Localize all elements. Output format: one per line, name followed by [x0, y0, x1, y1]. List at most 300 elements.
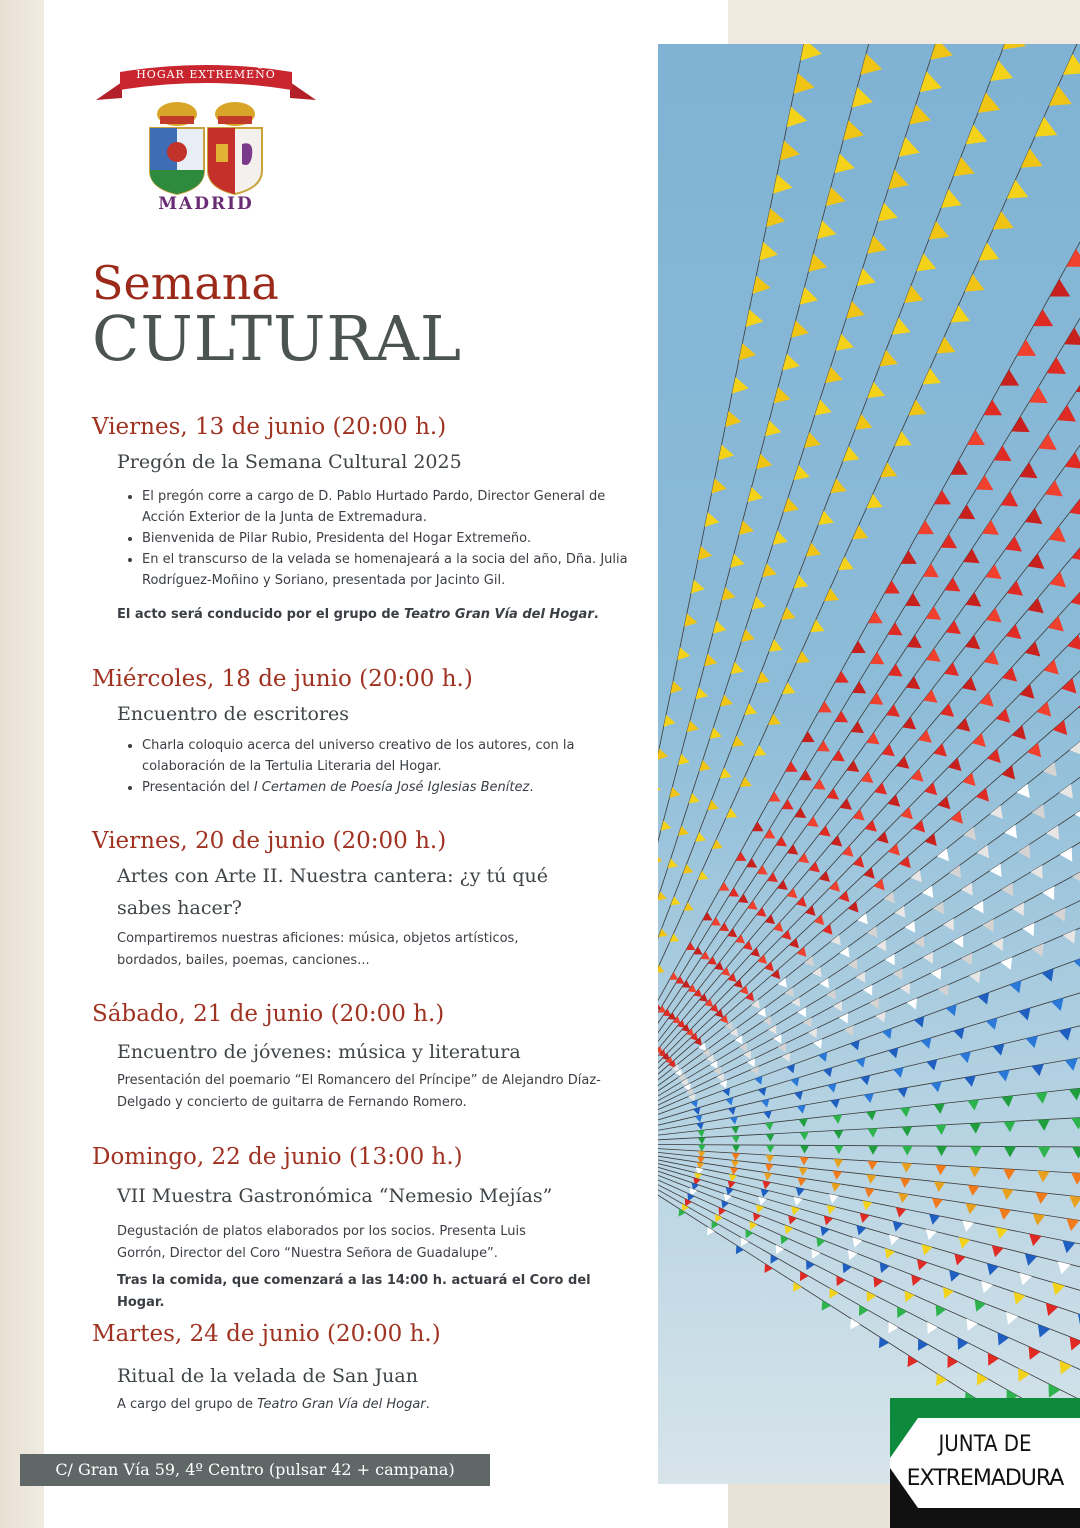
- bunting-flag: [901, 550, 917, 564]
- bunting-flag: [800, 1271, 809, 1281]
- bunting-flag: [833, 1001, 842, 1011]
- list-item: • Presentación del I Certamen de Poesía José Iglesias Benítez.: [142, 777, 642, 798]
- bunting-flag: [1059, 784, 1073, 799]
- bunting-flag: [1059, 1028, 1072, 1041]
- bunting-flag: [1051, 998, 1064, 1011]
- bunting-flag: [877, 832, 889, 844]
- bunting-flag: [856, 1225, 866, 1235]
- bunting-flag: [782, 354, 799, 371]
- bunting-flag: [926, 648, 941, 662]
- bunting-flag: [936, 1146, 947, 1156]
- logo-banner-text: HOGAR EXTREMEÑO: [136, 68, 276, 81]
- bunting-flag: [1038, 434, 1056, 450]
- bunting-flag: [948, 758, 961, 771]
- bunting-flag: [686, 942, 695, 950]
- bunting-flag: [658, 854, 662, 864]
- bunting-flag: [905, 593, 920, 606]
- bunting-flag: [923, 563, 939, 577]
- junta-extremadura-logo: [890, 1398, 1080, 1528]
- bunting-flag: [787, 844, 798, 854]
- bunting-flag: [768, 1025, 776, 1034]
- bunting-flag: [1035, 117, 1057, 137]
- bunting-flag: [819, 826, 831, 837]
- bunting-flag: [855, 414, 872, 430]
- bunting-flag: [839, 1013, 848, 1023]
- hogar-extremeno-logo: [92, 60, 320, 220]
- bunting-string: [658, 44, 936, 1144]
- bunting-flag: [938, 984, 949, 996]
- bunting-flag: [874, 1277, 884, 1288]
- bunting-flag: [1061, 678, 1076, 693]
- bunting-flag: [1043, 659, 1058, 674]
- bunting-flag: [902, 717, 916, 730]
- bunting-flag: [826, 187, 846, 206]
- bunting-flag: [953, 157, 974, 176]
- bunting-flag: [902, 1126, 913, 1136]
- bunting-flag: [736, 852, 747, 861]
- bunting-flag: [860, 1213, 870, 1223]
- bunting-flag: [965, 635, 980, 649]
- bunting-flag: [996, 709, 1010, 723]
- bunting-flag: [765, 1164, 774, 1172]
- bunting-flag: [880, 462, 897, 477]
- bunting-flag: [963, 549, 979, 564]
- bunting-flag: [868, 1146, 878, 1155]
- bunting-flag: [972, 733, 986, 747]
- bunting-flag: [831, 1183, 841, 1192]
- bunting-flag: [987, 1263, 999, 1275]
- bunting-flag: [1029, 387, 1048, 403]
- bunting-flag: [924, 782, 937, 795]
- bunting-flag: [969, 971, 980, 983]
- bunting-flag: [1046, 825, 1059, 839]
- event-2-bullets: [124, 735, 642, 798]
- bunting-flag: [1011, 416, 1029, 432]
- bunting-flag: [889, 1322, 899, 1333]
- bunting-flag: [743, 1050, 751, 1059]
- bunting-flag: [1005, 536, 1022, 551]
- bunting-flag: [731, 1160, 739, 1168]
- bunting-flag: [738, 894, 748, 903]
- bunting-flag: [749, 1221, 757, 1230]
- bunting-flag: [966, 1203, 977, 1214]
- bunting-flag: [941, 189, 962, 208]
- bunting-flag: [846, 760, 859, 772]
- bunting-flag: [732, 1136, 740, 1144]
- bunting-flag: [1026, 1036, 1038, 1048]
- bunting-flag: [1052, 1282, 1065, 1295]
- bunting-flag: [985, 564, 1001, 579]
- bunting-flag: [934, 490, 951, 504]
- address-bar: C/ Gran Vía 59, 4º Centro (pulsar 42 + campana): [20, 1454, 490, 1486]
- bunting-flag: [1069, 499, 1080, 516]
- bunting-flag: [1065, 452, 1080, 469]
- bunting-flag: [962, 773, 975, 787]
- bunting-flag: [658, 965, 665, 973]
- bunting-flag: [719, 922, 729, 931]
- bunting-flag: [972, 901, 983, 914]
- bunting-flag: [905, 1291, 915, 1302]
- bunting-flag: [794, 807, 806, 818]
- bunting-flag: [902, 1146, 913, 1156]
- bunting-flag: [739, 520, 754, 535]
- bunting-flag: [982, 520, 999, 535]
- bunting-flag: [1049, 526, 1066, 542]
- event-4-date: Sábado, 21 de junio (20:00 h.): [92, 1001, 445, 1027]
- bunting-flag: [776, 836, 787, 846]
- bunting-flag: [769, 791, 781, 801]
- bunting-flag: [834, 1145, 844, 1154]
- bunting-flag: [757, 865, 768, 875]
- bunting-flag: [1021, 148, 1043, 167]
- bunting-flag: [799, 770, 811, 781]
- bunting-flag: [856, 972, 865, 983]
- list-item: • En el transcurso de la velada se homenajeará a la socia del año, Dña. Julia Rodríguez-Moñino y Soriano, presentada por Jacinto Gil.: [142, 549, 642, 591]
- bunting-flag: [850, 1319, 860, 1330]
- bunting-flag: [994, 446, 1012, 462]
- bunting-flag: [739, 343, 756, 360]
- bunting-flag: [1037, 1119, 1050, 1131]
- bunting-flag: [735, 1035, 743, 1044]
- bunting-flag: [658, 782, 661, 793]
- event-3-text: Compartiremos nuestras aficiones: música, objetos artísticos, bordados, bailes, poemas, canciones...: [117, 931, 519, 968]
- bunting-flag: [766, 208, 785, 227]
- bunting-flag: [731, 1126, 739, 1134]
- bunting-flag: [704, 654, 717, 667]
- bunting-flag: [698, 871, 708, 880]
- bunting-flag: [864, 1093, 874, 1103]
- bunting-flag: [832, 750, 845, 761]
- bunting-flag: [967, 430, 985, 445]
- bunting-flag: [1032, 804, 1045, 818]
- bunting-flag: [834, 154, 854, 174]
- bunting-flag: [1029, 1347, 1041, 1360]
- bunting-flag: [943, 918, 954, 930]
- bunting-flag: [678, 754, 690, 765]
- bunting-flag: [978, 93, 1000, 113]
- event-3-date: Viernes, 20 de junio (20:00 h.): [92, 828, 447, 854]
- bunting-flag: [835, 711, 848, 723]
- bunting-flag: [1028, 553, 1045, 569]
- bunting-flag: [885, 954, 895, 965]
- bunting-flag: [1018, 1368, 1030, 1381]
- bunting-flag: [926, 606, 941, 620]
- bunting-flag: [897, 1307, 907, 1318]
- bunting-flag: [1018, 1008, 1030, 1021]
- bunting-flag: [812, 967, 821, 977]
- bunting-flag: [661, 820, 672, 830]
- bunting-flag: [1038, 1147, 1051, 1158]
- bunting-flag: [922, 1244, 933, 1255]
- list-item: • Charla coloquio acerca del universo creativo de los autores, con la colaboración de la Tertulia Literaria del Hogar.: [142, 735, 642, 777]
- bunting-flag: [791, 1077, 800, 1086]
- bunting-flag: [697, 1130, 705, 1137]
- bunting-flag: [776, 1245, 784, 1254]
- bunting-flag: [990, 864, 1002, 877]
- bunting-flag: [778, 1043, 786, 1052]
- bunting-flag: [1004, 1146, 1016, 1157]
- bunting-flag: [932, 1198, 943, 1209]
- bunting-flag: [998, 1070, 1010, 1082]
- bunting-flag: [746, 309, 764, 327]
- bunting-flag: [1060, 1360, 1072, 1374]
- bunting-flag: [1035, 1092, 1047, 1104]
- bunting-flag: [900, 1107, 911, 1117]
- bunting-flag: [800, 44, 821, 61]
- bunting-flag: [774, 387, 791, 403]
- bunting-flag: [1071, 1117, 1080, 1129]
- bunting-flag: [824, 1216, 833, 1226]
- bunting-flag: [752, 821, 763, 831]
- bunting-flag: [908, 400, 926, 416]
- bunting-string: [658, 145, 1080, 1144]
- bunting-flag: [698, 1137, 706, 1144]
- bunting-flag: [711, 917, 721, 926]
- bunting-flag: [983, 919, 994, 932]
- bunting-flag: [916, 253, 936, 271]
- bunting-flag: [725, 1097, 733, 1105]
- bunting-flag: [764, 1264, 772, 1273]
- bunting-flag: [844, 1025, 853, 1035]
- bunting-flag: [856, 1058, 866, 1068]
- bunting-flag: [1031, 1064, 1043, 1076]
- bunting-flag: [853, 856, 865, 867]
- bunting-flag: [851, 721, 864, 733]
- bunting-flag: [879, 1337, 889, 1348]
- bunting-flag: [758, 1087, 766, 1096]
- bunting-flag: [987, 749, 1001, 763]
- bunting-flag: [1002, 1189, 1014, 1200]
- bunting-flag: [807, 816, 819, 827]
- bunting-flag: [988, 1353, 999, 1366]
- bunting-flag: [687, 720, 699, 732]
- bunting-flag: [713, 620, 727, 633]
- bunting-flag: [836, 1276, 845, 1286]
- bunting-flag: [1020, 1273, 1032, 1286]
- paper-background-left: [0, 0, 44, 1528]
- bunting-flag: [746, 858, 757, 868]
- bunting-flag: [669, 787, 680, 798]
- bunting-flag: [953, 1028, 964, 1040]
- bunting-flag: [719, 882, 729, 891]
- bunting-flag: [1048, 616, 1064, 632]
- bunting-flag: [780, 141, 800, 161]
- bunting-flag: [960, 1051, 971, 1062]
- bunting-flag: [800, 287, 818, 305]
- bunting-flag: [954, 1254, 965, 1266]
- bunting-flag: [921, 1038, 932, 1049]
- bunting-flag: [777, 880, 788, 890]
- bunting-flag: [835, 671, 849, 683]
- bunting-flag: [886, 704, 900, 717]
- bunting-flag: [748, 487, 763, 502]
- bunting-flag: [1065, 1058, 1078, 1071]
- bunting-flag: [914, 936, 924, 948]
- bunting-flag: [979, 243, 999, 261]
- bunting-flag: [867, 1291, 876, 1302]
- bunting-flag: [843, 120, 864, 140]
- bunting-flag: [768, 714, 781, 725]
- bunting-flag: [941, 534, 957, 548]
- bunting-flag: [860, 1075, 870, 1085]
- bunting-flag: [967, 1319, 978, 1331]
- bunting-flag: [992, 938, 1003, 951]
- bunting-flag: [766, 1145, 775, 1153]
- bunting-flag: [739, 1043, 747, 1052]
- bunting-flag: [1003, 1121, 1015, 1132]
- bunting-flag: [669, 972, 678, 980]
- bunting-flag: [791, 320, 809, 337]
- bunting-flag: [867, 382, 885, 398]
- bunting-flag: [840, 798, 852, 809]
- event-2-title: Encuentro de escritores: [117, 703, 350, 725]
- bunting-flag: [802, 731, 815, 742]
- bunting-flag: [870, 652, 884, 665]
- bunting-flag: [969, 1123, 981, 1134]
- event-2-date: Miércoles, 18 de junio (20:00 h.): [92, 666, 473, 692]
- bunting-flag: [1001, 883, 1013, 896]
- bunting-string: [658, 184, 1080, 1144]
- bunting-string: [658, 423, 1080, 1144]
- bunting-flag: [934, 1103, 945, 1114]
- junta-flag-shape: [890, 1398, 1080, 1528]
- bunting-flag: [830, 1099, 840, 1108]
- bunting-flag: [1018, 845, 1030, 859]
- bunting-flag: [730, 1167, 738, 1175]
- bunting-flag: [805, 905, 816, 915]
- bunting-flag: [808, 254, 827, 272]
- bunting-flag: [797, 1177, 806, 1186]
- bunting-flag: [1035, 1192, 1048, 1204]
- bunting-string: [658, 1144, 1080, 1152]
- bunting-string: [658, 478, 1080, 1144]
- event-1-date: Viernes, 13 de junio (20:00 h.): [92, 414, 447, 440]
- bunting-flag: [727, 928, 737, 937]
- bunting-flag: [830, 1288, 839, 1298]
- bunting-flag: [1063, 54, 1080, 75]
- bunting-flag: [736, 1245, 744, 1254]
- bunting-flag: [1069, 1088, 1080, 1100]
- bunting-flag: [946, 620, 961, 634]
- bunting-flag: [696, 687, 709, 699]
- bunting-flag: [1048, 1384, 1060, 1398]
- bunting-flag: [1063, 930, 1075, 944]
- bunting-flag: [948, 1356, 959, 1368]
- bunting-flag: [787, 107, 807, 127]
- bunting-flag: [764, 829, 775, 839]
- bunting-flag: [852, 681, 866, 693]
- bunting-flag: [933, 902, 944, 914]
- bunting-flag: [1007, 581, 1023, 596]
- event-6-title: Ritual de la velada de San Juan: [117, 1365, 418, 1387]
- bunting-flag: [922, 886, 933, 898]
- bunting-flag: [726, 808, 737, 818]
- bunting-flag: [1020, 684, 1035, 699]
- bunting-flag: [766, 1155, 775, 1163]
- bunting-flag: [827, 1205, 836, 1215]
- bunting-flag: [893, 1067, 903, 1078]
- event-1-note: El acto será conducido por el grupo de Teatro Gran Vía del Hogar.: [117, 607, 599, 622]
- bunting-flag: [767, 872, 778, 882]
- bunting-flag: [944, 662, 959, 676]
- bunting-flag: [968, 1099, 980, 1110]
- bunting-flag: [765, 1122, 774, 1130]
- bunting-flag: [799, 1167, 808, 1176]
- list-item: • El pregón corre a cargo de D. Pablo Hurtado Pardo, Director General de Acción Exterior de la Junta de Extremadura.: [142, 486, 642, 528]
- bunting-flag: [830, 478, 846, 493]
- bunting-flag: [907, 635, 922, 648]
- bunting-flag: [1060, 847, 1073, 861]
- bunting-flag: [851, 641, 865, 653]
- bunting-flag: [1058, 1261, 1071, 1274]
- bunting-flag: [766, 1134, 775, 1142]
- bunting-flag: [968, 1185, 980, 1196]
- bunting-flag: [901, 1163, 912, 1173]
- bunting-flag: [965, 592, 981, 606]
- bunting-flag: [1050, 279, 1070, 296]
- bunting-flag: [961, 883, 972, 896]
- bunting-flag: [800, 1132, 809, 1140]
- bunting-flag: [803, 1018, 811, 1028]
- bunting-flag: [730, 1028, 738, 1037]
- bunting-flag: [1064, 328, 1080, 345]
- bunting-flag: [934, 1181, 945, 1192]
- bunting-flag: [696, 1122, 704, 1129]
- bunting-flag: [1003, 1169, 1015, 1180]
- bunting-flag: [773, 174, 793, 193]
- bunting-flag: [794, 1197, 803, 1206]
- bunting-flag: [840, 947, 850, 958]
- bunting-flag: [863, 985, 872, 996]
- bunting-flag: [970, 1146, 982, 1156]
- bunting-flag: [964, 1076, 975, 1087]
- bunting-flag: [746, 1229, 754, 1238]
- bunting-flag: [923, 368, 941, 384]
- bunting-string: [658, 533, 1080, 1144]
- bunting-flag: [888, 664, 902, 677]
- bunting-flag: [956, 718, 970, 732]
- bunting-flag: [759, 242, 778, 260]
- junta-line-2: EXTREMADURA: [906, 1466, 1064, 1491]
- bunting-flag: [884, 580, 899, 593]
- bunting-flag: [881, 744, 894, 756]
- bunting-flag: [959, 1237, 970, 1249]
- bunting-flag: [904, 285, 923, 303]
- bunting-flag: [870, 998, 880, 1009]
- bunting-flag: [936, 1374, 947, 1386]
- bunting-flag: [976, 475, 993, 490]
- bunting-flag: [992, 1245, 1004, 1257]
- bunting-flag: [730, 554, 744, 568]
- bunting-flag: [892, 318, 911, 335]
- bunting-flag: [684, 902, 694, 911]
- bunting-flag: [866, 732, 879, 744]
- bunting-flag: [791, 1206, 800, 1215]
- bunting-flag: [693, 946, 702, 954]
- event-5-title: VII Muestra Gastronómica “Nemesio Mejías”: [117, 1185, 553, 1207]
- event-1-title: Pregón de la Semana Cultural 2025: [117, 451, 462, 473]
- bunting-flag: [820, 978, 829, 988]
- bunting-flag: [926, 1059, 937, 1070]
- bunting-flag: [827, 1083, 836, 1093]
- bunting-flag: [889, 1235, 899, 1246]
- bunting-flag: [1036, 702, 1051, 717]
- bunting-flag: [800, 1157, 809, 1166]
- bunting-flag: [852, 87, 873, 108]
- event-5-date: Domingo, 22 de junio (13:00 h.): [92, 1144, 463, 1170]
- bunting-flag: [1023, 923, 1035, 936]
- bunting-flag: [908, 1355, 919, 1367]
